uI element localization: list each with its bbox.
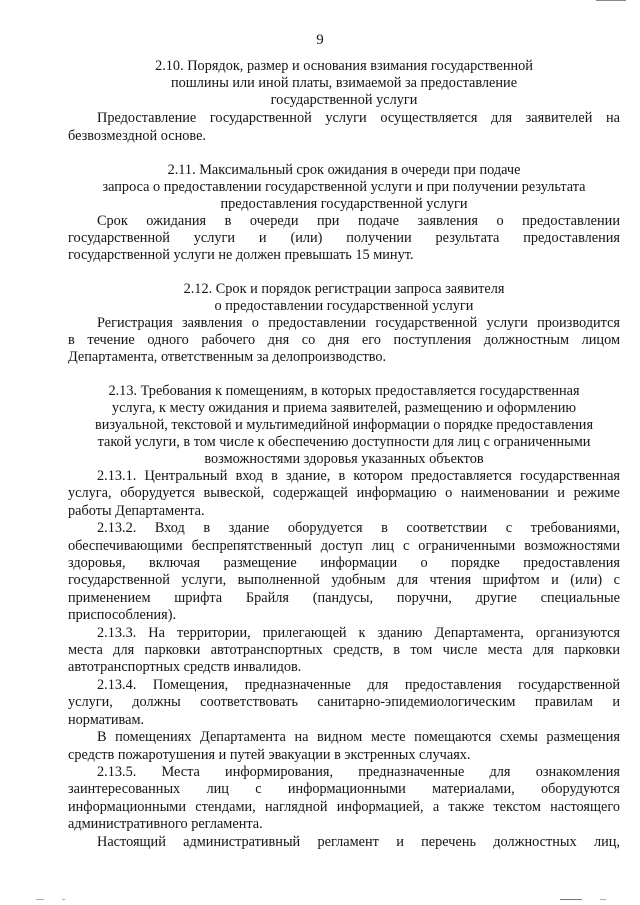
text-line: 2.13.1. Центральный вход в здание, в котором предоставляется государственная	[97, 468, 620, 484]
text-line: здоровья, включая размещение информации о порядке предоставления	[68, 555, 620, 572]
text-line: Предоставление государственной услуги осуществляется для заявителей на	[97, 110, 620, 126]
heading-line: такой услуги, в том числе к обеспечению доступности для лиц с ограниченными	[97, 434, 591, 450]
heading-line: о предоставлении государственной услуги	[214, 298, 474, 314]
heading-line: услуга, к месту ожидания и приема заявителей, размещению и оформлению	[111, 400, 577, 416]
heading-line: пошлины или иной платы, взимаемой за предоставление	[170, 75, 518, 91]
text-line: В помещениях Департамента на видном месте помещаются схемы размещения	[97, 729, 620, 746]
heading-line: запроса о предоставлении государственной услуги и при получении результата	[102, 179, 586, 195]
text-line: 2.13.4. Помещения, предназначенные для предоставления государственной	[97, 676, 620, 693]
heading-line: 2.11. Максимальный срок ожидания в очереди при подаче	[167, 162, 521, 178]
paragraph-2-13-4	[68, 677, 620, 729]
heading-line: возможностями здоровья указанных объектов	[204, 451, 484, 467]
text-line: 2.13.3. На территории, прилегающей к зданию Департамента, организуются	[97, 624, 620, 641]
document-body	[68, 58, 620, 851]
text-line: государственной услуги не должен превышать 15 минут.	[68, 247, 414, 263]
section-heading-2-12	[68, 281, 620, 315]
text-line: услуга, оборудуется вывеской, содержащей информацию о наименовании и режиме	[68, 485, 620, 502]
text-line: Департамента, ответственным за делопроизводство.	[68, 349, 387, 365]
text-line: 2.13.2. Вход в здание оборудуется в соответствии с требованиями,	[97, 520, 620, 537]
heading-line: 2.12. Срок и порядок регистрации запроса заявителя	[183, 281, 505, 297]
text-line: государственной услуги и (или) получении результата предоставления	[68, 230, 620, 246]
text-line: работы Департамента.	[68, 502, 205, 519]
text-line: безвозмездной основе.	[68, 128, 206, 144]
text-line: административного регламента.	[68, 816, 263, 833]
heading-line: визуальной, текстовой и мультимедийной информации о порядке предоставления	[94, 417, 594, 433]
text-line: автотранспортных средств инвалидов.	[68, 659, 302, 676]
section-heading-2-13	[68, 383, 620, 468]
text-line: Настоящий административный регламент и перечень должностных лиц,	[97, 833, 620, 850]
paragraph-2-13-3	[68, 625, 620, 677]
heading-line: предоставления государственной услуги	[220, 196, 468, 212]
section-heading-2-11	[68, 162, 620, 213]
text-line: средств пожаротушения и путей эвакуации в экстренных случаях.	[68, 746, 471, 763]
paragraph-2-11	[68, 213, 620, 264]
scan-edge-marks	[0, 896, 640, 905]
text-line: информационными стендами, наглядной информацией, а также текстом настоящего	[68, 798, 620, 815]
text-line: обеспечивающими беспрепятственный доступ лиц с ограниченными возможностями	[68, 537, 620, 554]
text-line: применением шрифта Брайля (пандусы, поручни, другие специальные	[68, 589, 620, 606]
heading-line: 2.13. Требования к помещениям, в которых предоставляется государственная	[108, 383, 580, 399]
paragraph-regulation-list	[68, 834, 620, 851]
text-line: нормативам.	[68, 711, 145, 728]
heading-line: 2.10. Порядок, размер и основания взимания государственной	[155, 58, 533, 74]
paragraph-2-13-2	[68, 520, 620, 624]
paragraph-2-13-1	[68, 468, 620, 520]
paragraph-2-10	[68, 109, 620, 145]
paragraph-2-13-5	[68, 764, 620, 834]
text-line: приспособления).	[68, 607, 177, 624]
text-line: Регистрация заявления о предоставлении государственной услуги производится	[97, 315, 620, 331]
text-line: Срок ожидания в очереди при подаче заявления о предоставлении	[97, 213, 620, 229]
paragraph-evacuation-schemes	[68, 729, 620, 764]
heading-line: государственной услуги	[270, 92, 418, 108]
section-heading-2-10	[68, 58, 620, 109]
text-line: места для парковки автотранспортных средств, в том числе места для парковки	[68, 642, 620, 659]
text-line: заинтересованных лиц с информационными материалами, оборудуются	[68, 781, 620, 798]
text-line: услуги, должны соответствовать санитарно-эпидемиологическим правилам и	[68, 694, 620, 711]
text-line: в течение одного рабочего дня со дня его поступления должностным лицом	[68, 332, 620, 348]
text-line: 2.13.5. Места информирования, предназначенные для ознакомления	[97, 763, 620, 780]
page-number: 9	[316, 32, 324, 48]
scan-mark	[596, 0, 626, 5]
paragraph-2-12	[68, 315, 620, 366]
text-line: государственной услуги, выполненной удобным для чтения шрифтом и (или) с	[68, 572, 620, 589]
